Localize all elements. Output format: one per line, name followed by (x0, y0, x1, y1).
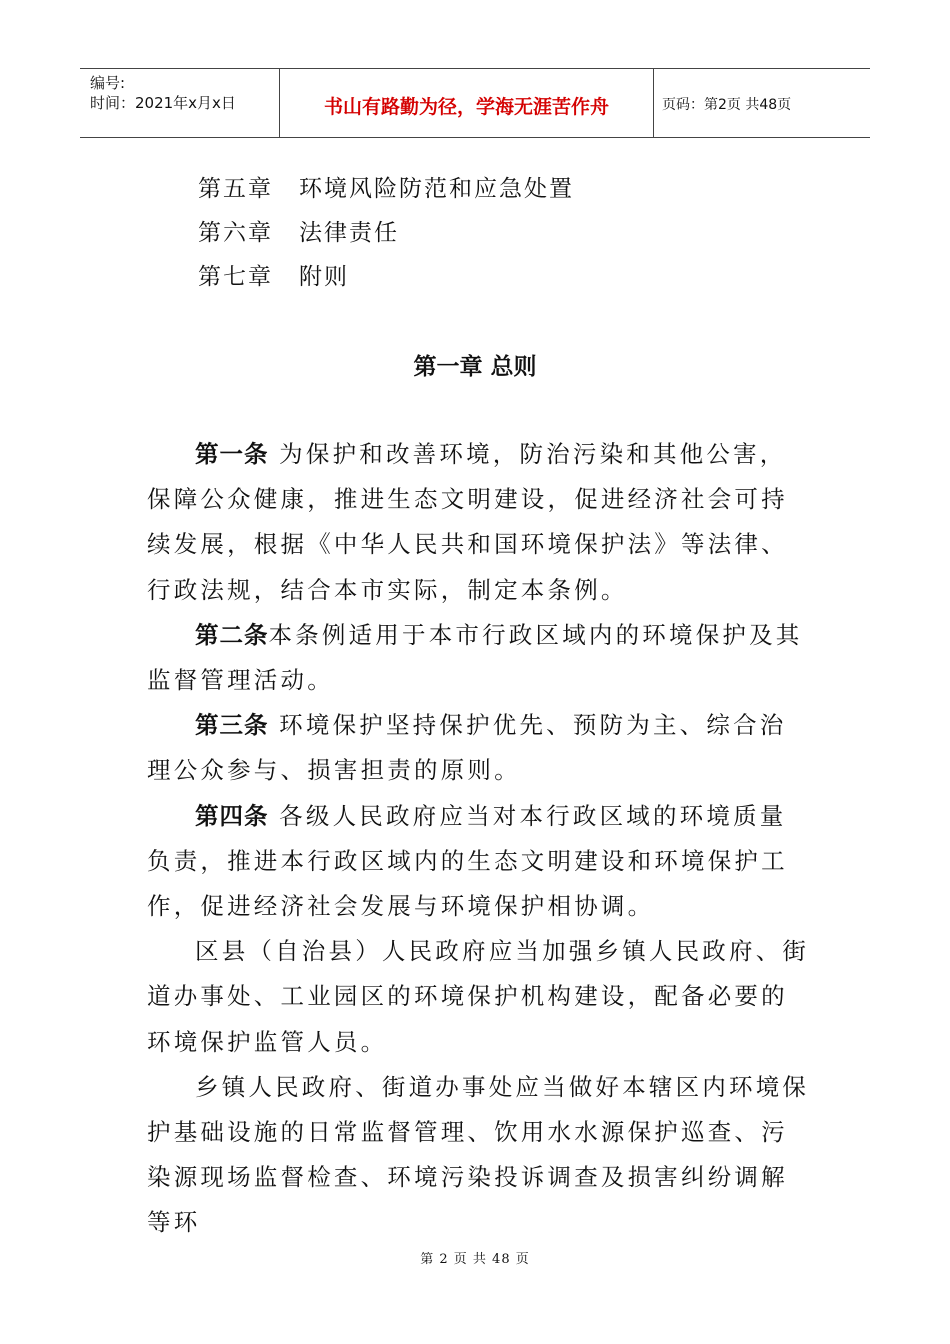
article-paragraph (147, 1065, 812, 1246)
article-paragraph (147, 929, 812, 1065)
article-text: 各级人民政府应当对本行政区域的环境质量负责，推进本行政区域内的生态文明建设和环境保护工作，促进经济社会发展与环境保护相协调。 (147, 801, 788, 921)
toc-chapter: 第六章 (198, 220, 273, 246)
article-paragraph (147, 432, 812, 613)
toc-title: 环境风险防范和应急处置 (299, 176, 574, 202)
article-text: 为保护和改善环境，防治污染和其他公害，保障公众健康，推进生态文明建设，促进经济社会可持续发展，根据《中华人民共和国环境保护法》等法律、行政法规，结合本市实际，制定本条例。 (147, 440, 788, 604)
article-label: 第三条 (195, 711, 269, 740)
article-text: 乡镇人民政府、街道办事处应当做好本辖区内环境保护基础设施的日常监督管理、饮用水水源保护巡查、污染源现场监督检查、环境污染投诉调查及损害纠纷调解等环 (147, 1072, 810, 1237)
article-label: 第二条 (195, 620, 269, 649)
toc-item (198, 214, 399, 247)
number-label: 编号: (90, 74, 126, 92)
article-text: 本条例适用于本市行政区域内的环境保护及其监督管理活动。 (147, 620, 803, 695)
toc-title: 法律责任 (299, 220, 399, 246)
header-motto: 书山有路勤为径，学海无涯苦作舟 (280, 69, 654, 137)
header-meta (80, 69, 280, 137)
article-text: 环境保护坚持保护优先、预防为主、综合治理公众参与、损害担责的原则。 (147, 711, 787, 785)
toc-chapter: 第五章 (198, 176, 273, 202)
toc-item (198, 258, 349, 291)
article-paragraph (147, 794, 812, 930)
page-header (80, 68, 870, 138)
page-footer: 第 2 页 共 48 页 (420, 1252, 530, 1267)
header-page-info: 页码：第2页 共48页 (662, 97, 792, 113)
article-text: 区县（自治县）人民政府应当加强乡镇人民政府、街道办事处、工业园区的环境保护机构建设，配备必要的环境保护监管人员。 (147, 937, 810, 1056)
toc-title: 附则 (299, 264, 349, 290)
article-label: 第四条 (195, 801, 269, 830)
date-label: 时间：2021年x月x日 (90, 94, 236, 112)
toc-item (198, 170, 574, 203)
chapter-title: 第一章 总则 (413, 354, 537, 380)
article-paragraph (147, 703, 812, 793)
article-label: 第一条 (195, 440, 269, 468)
toc-chapter: 第七章 (198, 264, 273, 290)
article-paragraph (147, 613, 812, 703)
article-body (147, 432, 812, 1246)
